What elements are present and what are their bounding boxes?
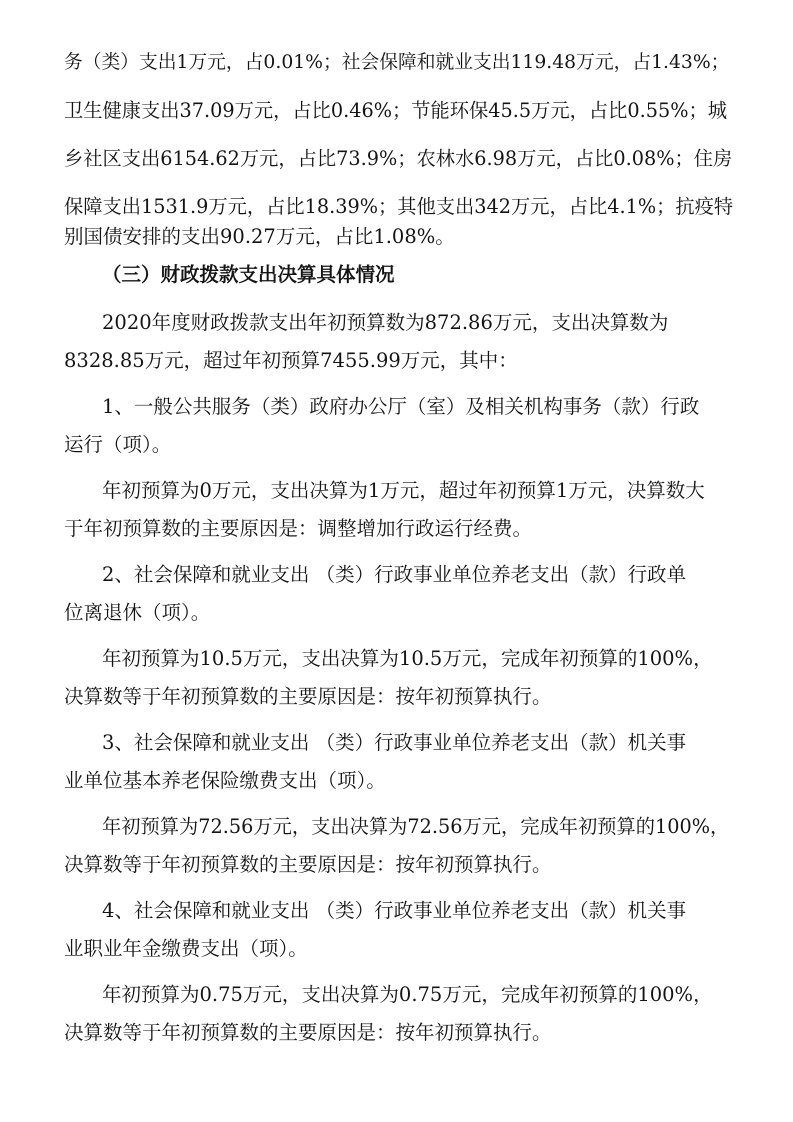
- text-line: 年初预算为0万元，支出决算为1万元，超过年初预算1万元，决算数大: [102, 479, 705, 502]
- text-line: 2020年度财政拨款支出年初预算数为872.86万元，支出决算数为: [102, 311, 669, 334]
- text-line: 乡社区支出6154.62万元，占比73.9%；农林水6.98万元，占比0.08%；住房: [64, 147, 733, 170]
- list-item-title: 3、社会保障和就业支出 （类）行政事业单位养老支出（款）机关事: [102, 731, 687, 754]
- text-line: 于年初预算数的主要原因是：调整增加行政运行经费。: [64, 517, 533, 540]
- text-line: 决算数等于年初预算数的主要原因是：按年初预算执行。: [64, 685, 552, 708]
- list-item-title: 运行（项）。: [64, 433, 172, 456]
- text-line: 决算数等于年初预算数的主要原因是：按年初预算执行。: [64, 1021, 552, 1044]
- section-heading: （三）财政拨款支出决算具体情况: [102, 263, 395, 286]
- text-line: 别国债安排的支出90.27万元，占比1.08%。: [64, 225, 455, 248]
- list-item-title: 4、社会保障和就业支出 （类）行政事业单位养老支出（款）机关事: [102, 899, 687, 922]
- text-line: 年初预算为10.5万元，支出决算为10.5万元，完成年初预算的100%，: [102, 647, 713, 670]
- text-line: 务（类）支出1万元，占0.01%；社会保障和就业支出119.48万元，占1.43%；: [64, 52, 730, 73]
- text-line: 决算数等于年初预算数的主要原因是：按年初预算执行。: [64, 853, 552, 876]
- text-line: 年初预算为0.75万元，支出决算为0.75万元，完成年初预算的100%，: [102, 983, 713, 1006]
- list-item-title: 位离退休（项）。: [64, 601, 211, 624]
- list-item-title: 业单位基本养老保险缴费支出（项）。: [64, 769, 386, 792]
- text-line: 8328.85万元，超过年初预算7455.99万元，其中：: [64, 349, 518, 372]
- text-line: 保障支出1531.9万元，占比18.39%；其他支出342万元，占比4.1%；抗疫特: [64, 195, 734, 218]
- list-item-title: 1、一般公共服务（类）政府办公厅（室）及相关机构事务（款）行政: [102, 395, 700, 418]
- list-item-title: 2、社会保障和就业支出 （类）行政事业单位养老支出（款）行政单: [102, 563, 687, 586]
- list-item-title: 业职业年金缴费支出（项）。: [64, 937, 308, 960]
- text-line: 卫生健康支出37.09万元，占比0.46%；节能环保45.5万元，占比0.55%；城: [64, 99, 728, 122]
- text-line: 年初预算为72.56万元，支出决算为72.56万元，完成年初预算的100%，: [102, 815, 730, 838]
